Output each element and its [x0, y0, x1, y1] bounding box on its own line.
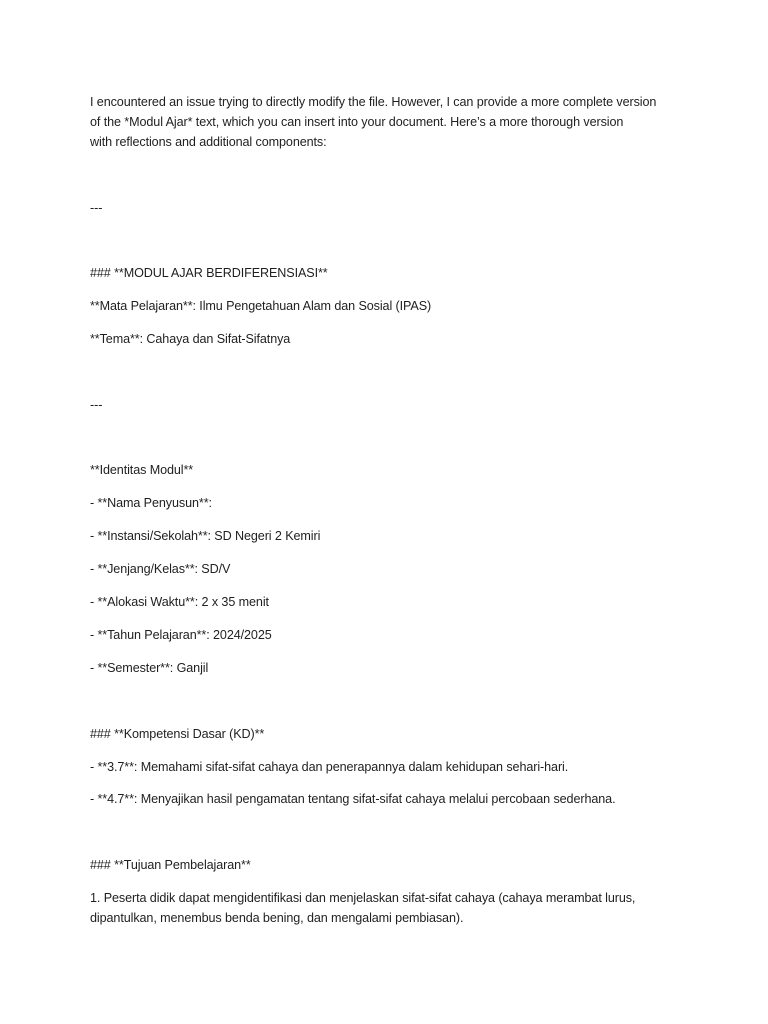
identity-item-time: - **Alokasi Waktu**: 2 x 35 menit	[90, 595, 269, 609]
subject-line: **Mata Pelajaran**: Ilmu Pengetahuan Alam dan Sosial (IPAS)	[90, 299, 432, 313]
objectives-heading: ### **Tujuan Pembelajaran**	[90, 858, 251, 872]
separator-1: ---	[90, 201, 103, 215]
competency-item-3-7: - **3.7**: Memahami sifat-sifat cahaya dan penerapannya dalam kehidupan sehari-hari.	[90, 760, 569, 774]
identity-heading: **Identitas Modul**	[90, 463, 194, 477]
identity-item-author: - **Nama Penyusun**:	[90, 496, 212, 510]
objective-1-line-2: dipantulkan, menembus benda bening, dan mengalami pembiasan).	[90, 911, 464, 925]
theme-line: **Tema**: Cahaya dan Sifat-Sifatnya	[90, 332, 291, 346]
intro-line-1: I encountered an issue trying to directly modify the file. However, I can provide a more complete version	[90, 95, 657, 109]
competency-item-4-7: - **4.7**: Menyajikan hasil pengamatan tentang sifat-sifat cahaya melalui percobaan sederhana.	[90, 792, 616, 806]
identity-item-semester: - **Semester**: Ganjil	[90, 661, 209, 675]
module-heading: ### **MODUL AJAR BERDIFERENSIASI**	[90, 266, 328, 280]
competency-heading: ### **Kompetensi Dasar (KD)**	[90, 727, 265, 741]
intro-line-3: with reflections and additional components:	[90, 135, 327, 149]
intro-line-2: of the *Modul Ajar* text, which you can insert into your document. Here’s a more thorough version	[90, 115, 624, 129]
separator-2: ---	[90, 398, 103, 412]
identity-item-year: - **Tahun Pelajaran**: 2024/2025	[90, 628, 272, 642]
objective-1-line-1: 1. Peserta didik dapat mengidentifikasi dan menjelaskan sifat-sifat cahaya (cahaya merambat lurus,	[90, 891, 636, 905]
identity-item-class: - **Jenjang/Kelas**: SD/V	[90, 562, 231, 576]
identity-item-school: - **Instansi/Sekolah**: SD Negeri 2 Kemiri	[90, 529, 321, 543]
